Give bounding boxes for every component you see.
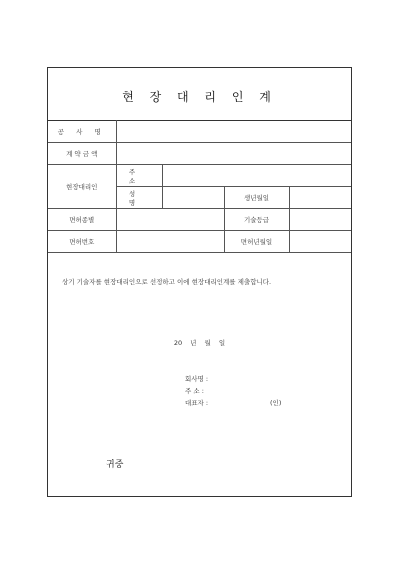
company-address-label: 주 소 : bbox=[185, 387, 204, 395]
name-label: 성 명 bbox=[116, 187, 162, 209]
contract-amount-field[interactable] bbox=[116, 143, 351, 165]
company-name-label: 회사명 : bbox=[185, 375, 209, 383]
form-table bbox=[48, 120, 351, 253]
table-row bbox=[48, 165, 351, 187]
site-agent-label: 현장대리인 bbox=[48, 165, 116, 209]
birth-date-label: 생년월일 bbox=[224, 187, 289, 209]
license-number-field[interactable] bbox=[116, 231, 224, 253]
seal-mark: (인) bbox=[270, 399, 282, 407]
project-name-field[interactable] bbox=[116, 121, 351, 143]
table-row bbox=[48, 209, 351, 231]
closing-text: 귀중 bbox=[106, 460, 124, 470]
technical-grade-label: 기술등급 bbox=[224, 209, 289, 231]
contract-amount-label: 계 약 금 액 bbox=[48, 143, 116, 165]
license-type-label: 면허종별 bbox=[48, 209, 116, 231]
technical-grade-field[interactable] bbox=[289, 209, 351, 231]
address-field[interactable] bbox=[162, 165, 351, 187]
date-line: 20 년 월 일 bbox=[173, 339, 226, 347]
license-date-label: 면허년월일 bbox=[224, 231, 289, 253]
statement-text: 상기 기술자를 현장대리인으로 선정하고 이에 현장대리인계를 제출합니다. bbox=[62, 278, 272, 286]
license-date-field[interactable] bbox=[289, 231, 351, 253]
name-field[interactable] bbox=[162, 187, 224, 209]
license-type-field[interactable] bbox=[116, 209, 224, 231]
table-row bbox=[48, 231, 351, 253]
birth-date-field[interactable] bbox=[289, 187, 351, 209]
form-page bbox=[47, 67, 352, 497]
form-title: 현 장 대 리 인 계 bbox=[122, 90, 277, 104]
table-row bbox=[48, 143, 351, 165]
license-number-label: 면허번호 bbox=[48, 231, 116, 253]
table-row bbox=[48, 121, 351, 143]
representative-label: 대표자 : bbox=[185, 399, 209, 407]
project-name-label: 공 사 명 bbox=[48, 121, 116, 143]
address-label: 주 소 bbox=[116, 165, 162, 187]
